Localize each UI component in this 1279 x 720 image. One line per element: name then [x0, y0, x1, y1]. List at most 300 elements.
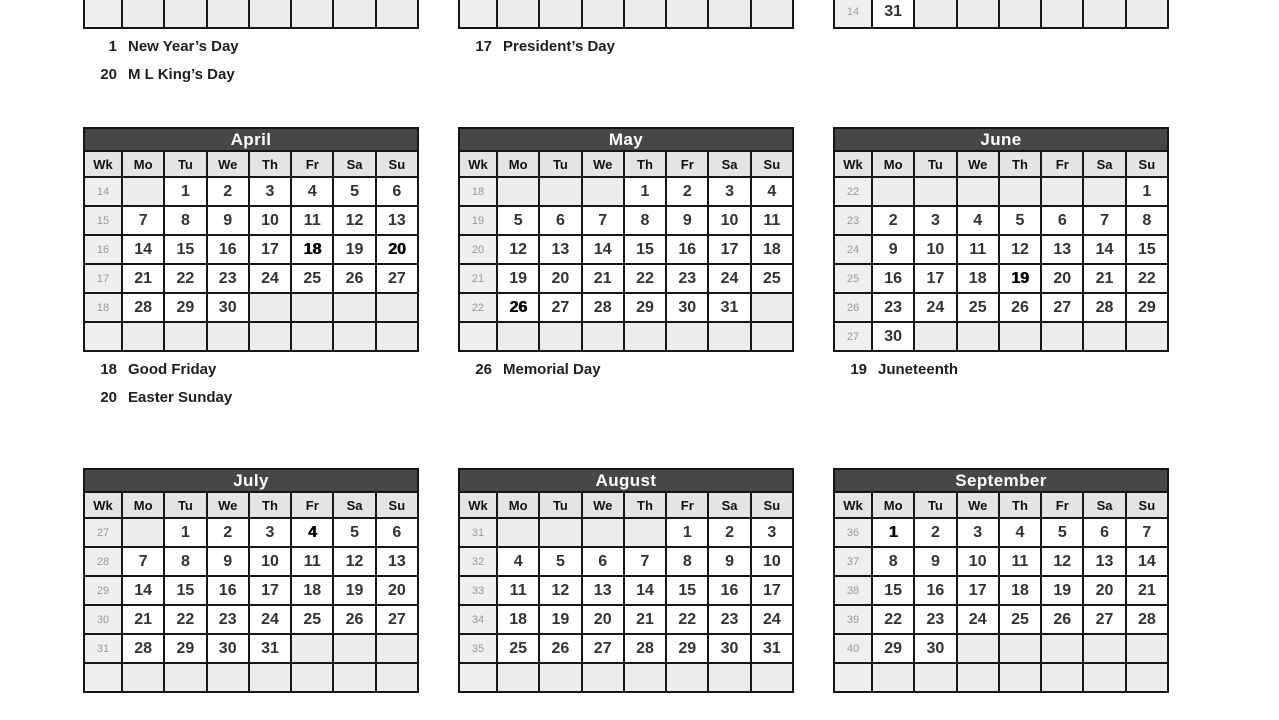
date-cell: 3	[249, 177, 291, 206]
day-header: Tu	[164, 492, 206, 518]
date-cell: 9	[207, 547, 249, 576]
week-number-cell: 40	[834, 634, 872, 663]
empty-cell	[333, 322, 375, 351]
empty-cell	[582, 518, 624, 547]
date-cell: 26	[999, 293, 1041, 322]
week-number-cell: 33	[459, 576, 497, 605]
week-number-cell: 18	[84, 293, 122, 322]
empty-cell	[751, 0, 793, 28]
date-cell: 17	[249, 235, 291, 264]
date-cell: 22	[624, 264, 666, 293]
day-header-row	[459, 492, 793, 518]
week-number-cell	[84, 322, 122, 351]
date-cell: 7	[1126, 518, 1168, 547]
empty-cell	[999, 663, 1041, 692]
holiday-item	[468, 361, 796, 378]
holiday-date-cell: 26	[497, 293, 539, 322]
date-cell: 28	[624, 634, 666, 663]
week-row	[459, 0, 793, 28]
date-cell: 2	[872, 206, 914, 235]
date-cell: 3	[708, 177, 750, 206]
week-number-cell	[459, 0, 497, 28]
date-cell: 24	[957, 605, 999, 634]
date-cell: 12	[539, 576, 581, 605]
week-row	[459, 634, 793, 663]
holiday-date: 17	[475, 38, 492, 55]
title-row	[84, 469, 418, 492]
empty-cell	[539, 518, 581, 547]
date-cell: 1	[624, 177, 666, 206]
empty-cell	[624, 0, 666, 28]
date-cell: 17	[249, 576, 291, 605]
week-row	[459, 605, 793, 634]
day-header: Fr	[291, 492, 333, 518]
date-cell: 20	[582, 605, 624, 634]
empty-cell	[1041, 634, 1083, 663]
day-header: Fr	[666, 151, 708, 177]
empty-cell	[872, 663, 914, 692]
day-header: Sa	[1083, 492, 1125, 518]
date-cell: 29	[164, 634, 206, 663]
date-cell: 14	[122, 235, 164, 264]
date-cell: 5	[999, 206, 1041, 235]
date-cell: 9	[914, 547, 956, 576]
week-number-cell: 34	[459, 605, 497, 634]
month-block-september	[833, 468, 1171, 702]
week-number-cell	[84, 0, 122, 28]
holiday-item	[93, 361, 421, 378]
date-cell: 9	[872, 235, 914, 264]
date-cell: 25	[291, 264, 333, 293]
date-cell: 30	[708, 634, 750, 663]
date-cell: 14	[624, 576, 666, 605]
day-header: We	[207, 151, 249, 177]
date-cell: 1	[1126, 177, 1168, 206]
empty-cell	[539, 177, 581, 206]
empty-cell	[1126, 634, 1168, 663]
march-last-week-row	[833, 0, 1171, 29]
day-header: Sa	[708, 151, 750, 177]
week-number-cell: 27	[834, 322, 872, 351]
week-number-cell: 21	[459, 264, 497, 293]
day-header: Tu	[539, 151, 581, 177]
date-cell: 20	[1083, 576, 1125, 605]
date-cell: 7	[122, 206, 164, 235]
calendar-table	[833, 0, 1169, 29]
holiday-date-cell: 18	[291, 235, 333, 264]
date-cell: 22	[164, 264, 206, 293]
day-header: Sa	[333, 492, 375, 518]
date-cell: 9	[708, 547, 750, 576]
date-cell: 15	[1126, 235, 1168, 264]
date-cell: 18	[999, 576, 1041, 605]
day-header-row	[84, 492, 418, 518]
january-holiday-list	[93, 38, 421, 83]
week-row	[84, 0, 418, 28]
empty-cell	[708, 663, 750, 692]
date-cell: 30	[872, 322, 914, 351]
date-cell: 8	[666, 547, 708, 576]
day-header: Sa	[1083, 151, 1125, 177]
date-cell: 28	[1083, 293, 1125, 322]
may-holiday-list	[468, 361, 796, 378]
day-header: Wk	[459, 492, 497, 518]
week-row	[459, 206, 793, 235]
week-row	[834, 518, 1168, 547]
empty-cell	[333, 634, 375, 663]
date-cell: 21	[1126, 576, 1168, 605]
empty-cell	[164, 322, 206, 351]
date-cell: 23	[207, 264, 249, 293]
date-cell: 2	[207, 177, 249, 206]
week-number-cell: 31	[459, 518, 497, 547]
day-header: Su	[376, 151, 418, 177]
date-cell: 10	[708, 206, 750, 235]
date-cell: 2	[207, 518, 249, 547]
week-row	[84, 547, 418, 576]
week-number-cell: 37	[834, 547, 872, 576]
empty-cell	[164, 0, 206, 28]
date-cell: 26	[1041, 605, 1083, 634]
date-cell: 23	[708, 605, 750, 634]
date-cell: 10	[914, 235, 956, 264]
empty-cell	[708, 322, 750, 351]
date-cell: 29	[666, 634, 708, 663]
june-holiday-list	[843, 361, 1171, 378]
empty-cell	[624, 663, 666, 692]
date-cell: 20	[1041, 264, 1083, 293]
empty-cell	[539, 663, 581, 692]
april-holiday-list	[93, 361, 421, 406]
date-cell: 31	[872, 0, 914, 28]
week-row	[459, 663, 793, 692]
day-header: Th	[999, 492, 1041, 518]
holiday-name: Juneteenth	[878, 361, 959, 378]
day-header: We	[207, 492, 249, 518]
holiday-item	[468, 38, 796, 55]
date-cell: 5	[333, 177, 375, 206]
month-block-may	[458, 127, 796, 389]
date-cell: 28	[582, 293, 624, 322]
date-cell: 6	[582, 547, 624, 576]
date-cell: 25	[751, 264, 793, 293]
date-cell: 26	[333, 605, 375, 634]
holiday-date: 26	[475, 361, 492, 378]
date-cell: 26	[539, 634, 581, 663]
date-cell: 29	[872, 634, 914, 663]
date-cell: 25	[957, 293, 999, 322]
holiday-item	[93, 66, 421, 83]
empty-cell	[122, 0, 164, 28]
calendar-table	[83, 468, 419, 693]
empty-cell	[376, 634, 418, 663]
week-row	[834, 235, 1168, 264]
week-row	[834, 0, 1168, 28]
day-header: Th	[999, 151, 1041, 177]
empty-cell	[207, 663, 249, 692]
day-header: We	[582, 492, 624, 518]
date-cell: 30	[666, 293, 708, 322]
week-number-cell: 27	[84, 518, 122, 547]
empty-cell	[1041, 663, 1083, 692]
date-cell: 11	[751, 206, 793, 235]
week-row	[834, 206, 1168, 235]
month-title: July	[84, 469, 418, 492]
date-cell: 13	[376, 547, 418, 576]
date-cell: 19	[333, 576, 375, 605]
day-header: Su	[751, 151, 793, 177]
date-cell: 27	[376, 605, 418, 634]
empty-cell	[1126, 0, 1168, 28]
day-header: Wk	[84, 492, 122, 518]
empty-cell	[751, 293, 793, 322]
date-cell: 19	[539, 605, 581, 634]
week-row	[84, 235, 418, 264]
day-header: Mo	[497, 151, 539, 177]
date-cell: 5	[539, 547, 581, 576]
week-row	[834, 663, 1168, 692]
date-cell: 6	[376, 177, 418, 206]
date-cell: 15	[164, 235, 206, 264]
empty-cell	[291, 663, 333, 692]
holiday-name: M L King’s Day	[128, 66, 235, 83]
week-number-cell: 39	[834, 605, 872, 634]
empty-cell	[333, 663, 375, 692]
holiday-date: 20	[100, 389, 117, 406]
holiday-item	[93, 389, 421, 406]
title-row	[834, 469, 1168, 492]
date-cell: 23	[207, 605, 249, 634]
date-cell: 5	[1041, 518, 1083, 547]
date-cell: 29	[1126, 293, 1168, 322]
date-cell: 21	[122, 605, 164, 634]
week-number-cell: 26	[834, 293, 872, 322]
date-cell: 2	[666, 177, 708, 206]
empty-cell	[1041, 0, 1083, 28]
date-cell: 9	[207, 206, 249, 235]
week-row	[84, 634, 418, 663]
date-cell: 7	[624, 547, 666, 576]
date-cell: 16	[666, 235, 708, 264]
empty-cell	[249, 293, 291, 322]
week-number-cell: 14	[84, 177, 122, 206]
date-cell: 25	[999, 605, 1041, 634]
date-cell: 14	[122, 576, 164, 605]
date-cell: 24	[249, 264, 291, 293]
week-row	[459, 293, 793, 322]
week-number-cell: 20	[459, 235, 497, 264]
holiday-date-cell: 19	[999, 264, 1041, 293]
date-cell: 23	[872, 293, 914, 322]
date-cell: 25	[291, 605, 333, 634]
date-cell: 17	[914, 264, 956, 293]
empty-cell	[914, 663, 956, 692]
calendar-table	[83, 127, 419, 352]
date-cell: 23	[914, 605, 956, 634]
empty-cell	[666, 0, 708, 28]
empty-cell	[957, 322, 999, 351]
day-header: Tu	[164, 151, 206, 177]
day-header: Tu	[539, 492, 581, 518]
empty-cell	[999, 177, 1041, 206]
date-cell: 12	[333, 547, 375, 576]
empty-cell	[751, 663, 793, 692]
empty-cell	[914, 177, 956, 206]
day-header: Fr	[666, 492, 708, 518]
date-cell: 27	[1083, 605, 1125, 634]
holiday-name: New Year’s Day	[128, 38, 239, 55]
empty-cell	[291, 634, 333, 663]
date-cell: 13	[582, 576, 624, 605]
date-cell: 19	[497, 264, 539, 293]
date-cell: 3	[249, 518, 291, 547]
week-row	[84, 206, 418, 235]
empty-cell	[497, 322, 539, 351]
date-cell: 30	[207, 293, 249, 322]
date-cell: 16	[207, 235, 249, 264]
empty-cell	[376, 322, 418, 351]
date-cell: 14	[1126, 547, 1168, 576]
empty-cell	[999, 322, 1041, 351]
date-cell: 24	[751, 605, 793, 634]
month-block-august	[458, 468, 796, 702]
empty-cell	[957, 634, 999, 663]
empty-cell	[914, 0, 956, 28]
week-number-cell: 25	[834, 264, 872, 293]
date-cell: 31	[751, 634, 793, 663]
date-cell: 10	[751, 547, 793, 576]
holiday-item	[843, 361, 1171, 378]
holiday-date: 19	[850, 361, 867, 378]
date-cell: 7	[1083, 206, 1125, 235]
date-cell: 30	[914, 634, 956, 663]
holiday-date: 1	[108, 38, 117, 55]
empty-cell	[666, 322, 708, 351]
empty-cell	[1041, 322, 1083, 351]
day-header: We	[957, 492, 999, 518]
week-row	[834, 177, 1168, 206]
date-cell: 11	[957, 235, 999, 264]
week-row	[84, 293, 418, 322]
empty-cell	[1083, 634, 1125, 663]
week-number-cell	[84, 663, 122, 692]
date-cell: 16	[207, 576, 249, 605]
date-cell: 28	[122, 293, 164, 322]
empty-cell	[333, 293, 375, 322]
empty-cell	[957, 177, 999, 206]
week-row	[834, 293, 1168, 322]
date-cell: 16	[872, 264, 914, 293]
day-header: Sa	[333, 151, 375, 177]
date-cell: 29	[164, 293, 206, 322]
date-cell: 4	[751, 177, 793, 206]
date-cell: 3	[751, 518, 793, 547]
day-header-row	[834, 151, 1168, 177]
empty-cell	[1083, 0, 1125, 28]
calendar-table	[833, 127, 1169, 352]
empty-cell	[539, 322, 581, 351]
day-header: Fr	[291, 151, 333, 177]
week-row	[84, 518, 418, 547]
title-row	[834, 128, 1168, 151]
week-number-cell: 16	[84, 235, 122, 264]
empty-cell	[249, 663, 291, 692]
empty-cell	[122, 322, 164, 351]
date-cell: 21	[1083, 264, 1125, 293]
date-cell: 31	[708, 293, 750, 322]
week-number-cell: 35	[459, 634, 497, 663]
date-cell: 28	[122, 634, 164, 663]
date-cell: 1	[666, 518, 708, 547]
week-row	[459, 518, 793, 547]
day-header: Wk	[84, 151, 122, 177]
day-header: Th	[624, 151, 666, 177]
date-cell: 21	[122, 264, 164, 293]
holiday-name: President’s Day	[503, 38, 615, 55]
holiday-date: 20	[100, 66, 117, 83]
week-number-cell: 17	[84, 264, 122, 293]
day-header: Th	[624, 492, 666, 518]
day-header: Sa	[708, 492, 750, 518]
empty-cell	[497, 177, 539, 206]
date-cell: 27	[539, 293, 581, 322]
week-number-cell: 22	[834, 177, 872, 206]
date-cell: 22	[872, 605, 914, 634]
month-block-april	[83, 127, 421, 417]
empty-cell	[1083, 322, 1125, 351]
empty-cell	[582, 177, 624, 206]
week-row	[834, 634, 1168, 663]
empty-cell	[914, 322, 956, 351]
date-cell: 1	[164, 518, 206, 547]
empty-cell	[751, 322, 793, 351]
date-cell: 7	[122, 547, 164, 576]
day-header: Fr	[1041, 151, 1083, 177]
date-cell: 12	[497, 235, 539, 264]
date-cell: 13	[376, 206, 418, 235]
week-number-cell: 22	[459, 293, 497, 322]
calendar-table	[458, 468, 794, 693]
date-cell: 21	[582, 264, 624, 293]
week-number-cell: 14	[834, 0, 872, 28]
empty-cell	[957, 0, 999, 28]
empty-cell	[624, 518, 666, 547]
date-cell: 14	[582, 235, 624, 264]
week-row	[834, 264, 1168, 293]
date-cell: 22	[164, 605, 206, 634]
date-cell: 6	[1083, 518, 1125, 547]
date-cell: 6	[539, 206, 581, 235]
date-cell: 31	[249, 634, 291, 663]
date-cell: 15	[164, 576, 206, 605]
date-cell: 18	[291, 576, 333, 605]
date-cell: 2	[708, 518, 750, 547]
week-number-cell: 30	[84, 605, 122, 634]
march-calendar-fragment	[833, 0, 1171, 38]
day-header: Su	[751, 492, 793, 518]
week-number-cell: 15	[84, 206, 122, 235]
week-number-cell: 32	[459, 547, 497, 576]
date-cell: 2	[914, 518, 956, 547]
date-cell: 24	[914, 293, 956, 322]
month-title: June	[834, 128, 1168, 151]
empty-cell	[872, 177, 914, 206]
date-cell: 4	[497, 547, 539, 576]
date-cell: 4	[999, 518, 1041, 547]
february-holiday-list	[468, 38, 796, 55]
day-header: Fr	[1041, 492, 1083, 518]
date-cell: 11	[497, 576, 539, 605]
